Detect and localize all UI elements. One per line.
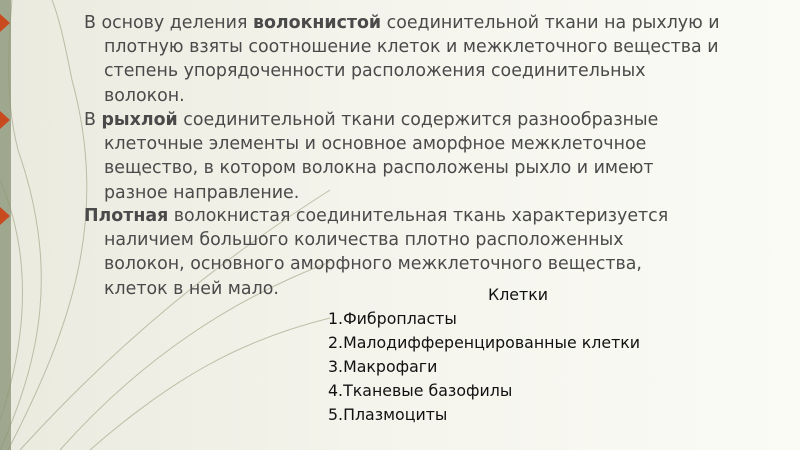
line: волокон. bbox=[104, 85, 185, 106]
line: клеток в ней мало. bbox=[104, 278, 279, 299]
line: В рыхлой соединительной ткани содержится разнообразные bbox=[84, 110, 659, 130]
list-item: 5.Плазмоциты bbox=[328, 405, 448, 424]
bullet-3 bbox=[0, 207, 10, 225]
list-item: 1.Фибропласты bbox=[328, 309, 457, 328]
paragraph-division-basis bbox=[84, 11, 784, 108]
cells-title: Клетки bbox=[488, 285, 549, 304]
cells-list bbox=[328, 283, 748, 427]
bullet-2 bbox=[0, 111, 10, 129]
line: волокон, основного аморфного межклеточного вещества, bbox=[104, 254, 642, 275]
line: В основу деления волокнистой соединительной ткани на рыхлую и bbox=[84, 13, 720, 33]
line: вещество, в котором волокна расположены рыхло и имеют bbox=[104, 158, 654, 179]
bullet-1 bbox=[0, 14, 10, 32]
line: разное направление. bbox=[104, 182, 300, 203]
line: плотную взяты соотношение клеток и межклеточного вещества и bbox=[104, 37, 719, 58]
paragraph-loose-tissue bbox=[84, 108, 784, 205]
list-item: 4.Тканевые базофилы bbox=[328, 381, 513, 400]
line: клеточные элементы и основное аморфное межклеточное bbox=[104, 134, 647, 155]
list-item: 3.Макрофаги bbox=[328, 357, 438, 376]
line: наличием большого количества плотно расположенных bbox=[104, 230, 624, 251]
list-item: 2.Малодифференцированные клетки bbox=[328, 333, 641, 352]
line: степень упорядоченности расположения соединительных bbox=[104, 61, 646, 82]
line: Плотная волокнистая соединительная ткань характеризуется bbox=[84, 206, 669, 226]
